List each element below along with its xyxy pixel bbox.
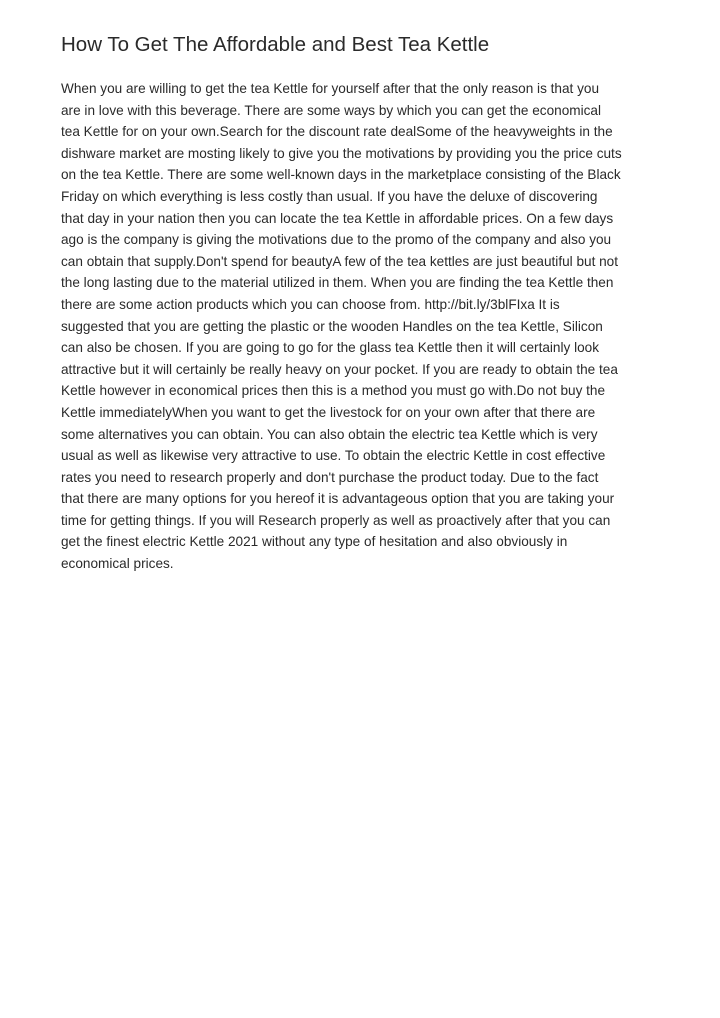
body-line: suggested that you are getting the plastic or the wooden Handles on the tea Kettle, Silicon [61,318,603,334]
body-line: there are some action products which you can choose from. http://bit.ly/3blFIxa It is [61,296,560,312]
body-line: tea Kettle for on your own.Search for the discount rate dealSome of the heavyweights in the [61,124,613,140]
body-line: Kettle however in economical prices then this is a method you must go with.Do not buy the [61,383,606,399]
body-line: the long lasting due to the material utilized in them. When you are finding the tea Kettle then [61,275,614,291]
body-line: that day in your nation then you can locate the tea Kettle in affordable prices. On a few days [61,210,614,226]
body-line: can obtain that supply.Don't spend for beautyA few of the tea kettles are just beautiful but not [61,253,619,269]
body-line: economical prices. [61,556,174,572]
body-line: Kettle immediatelyWhen you want to get the livestock for on your own after that there are [61,404,596,420]
body-line: are in love with this beverage. There are some ways by which you can get the economical [61,102,602,118]
body-line: time for getting things. If you will Research properly as well as proactively after that you can [61,512,611,528]
body-line: Friday on which everything is less costly than usual. If you have the deluxe of discovering [61,188,598,204]
body-line: When you are willing to get the tea Kettle for yourself after that the only reason is that you [61,81,600,96]
body-line: rates you need to research properly and don't purchase the product today. Due to the fact [61,469,599,485]
body-line: get the finest electric Kettle 2021 without any type of hesitation and also obviously in [61,534,568,550]
body-line: some alternatives you can obtain. You can also obtain the electric tea Kettle which is very [61,426,598,442]
document-body [61,78,665,575]
body-line: that there are many options for you hereof it is advantageous option that you are taking your [61,491,615,507]
body-line: on the tea Kettle. There are some well-known days in the marketplace consisting of the Black [61,167,621,183]
body-line: dishware market are mosting likely to give you the motivations by providing you the price cuts [61,145,622,161]
body-line: can also be chosen. If you are going to go for the glass tea Kettle then it will certainly look [61,340,600,356]
body-line: ago is the company is giving the motivations due to the promo of the company and also you [61,232,612,248]
body-line: attractive but it will certainly be really heavy on your pocket. If you are ready to obtain the tea [61,361,618,377]
document-title: How To Get The Affordable and Best Tea Kettle [61,33,490,56]
body-line: usual as well as likewise very attractive to use. To obtain the electric Kettle in cost effective [61,448,606,464]
